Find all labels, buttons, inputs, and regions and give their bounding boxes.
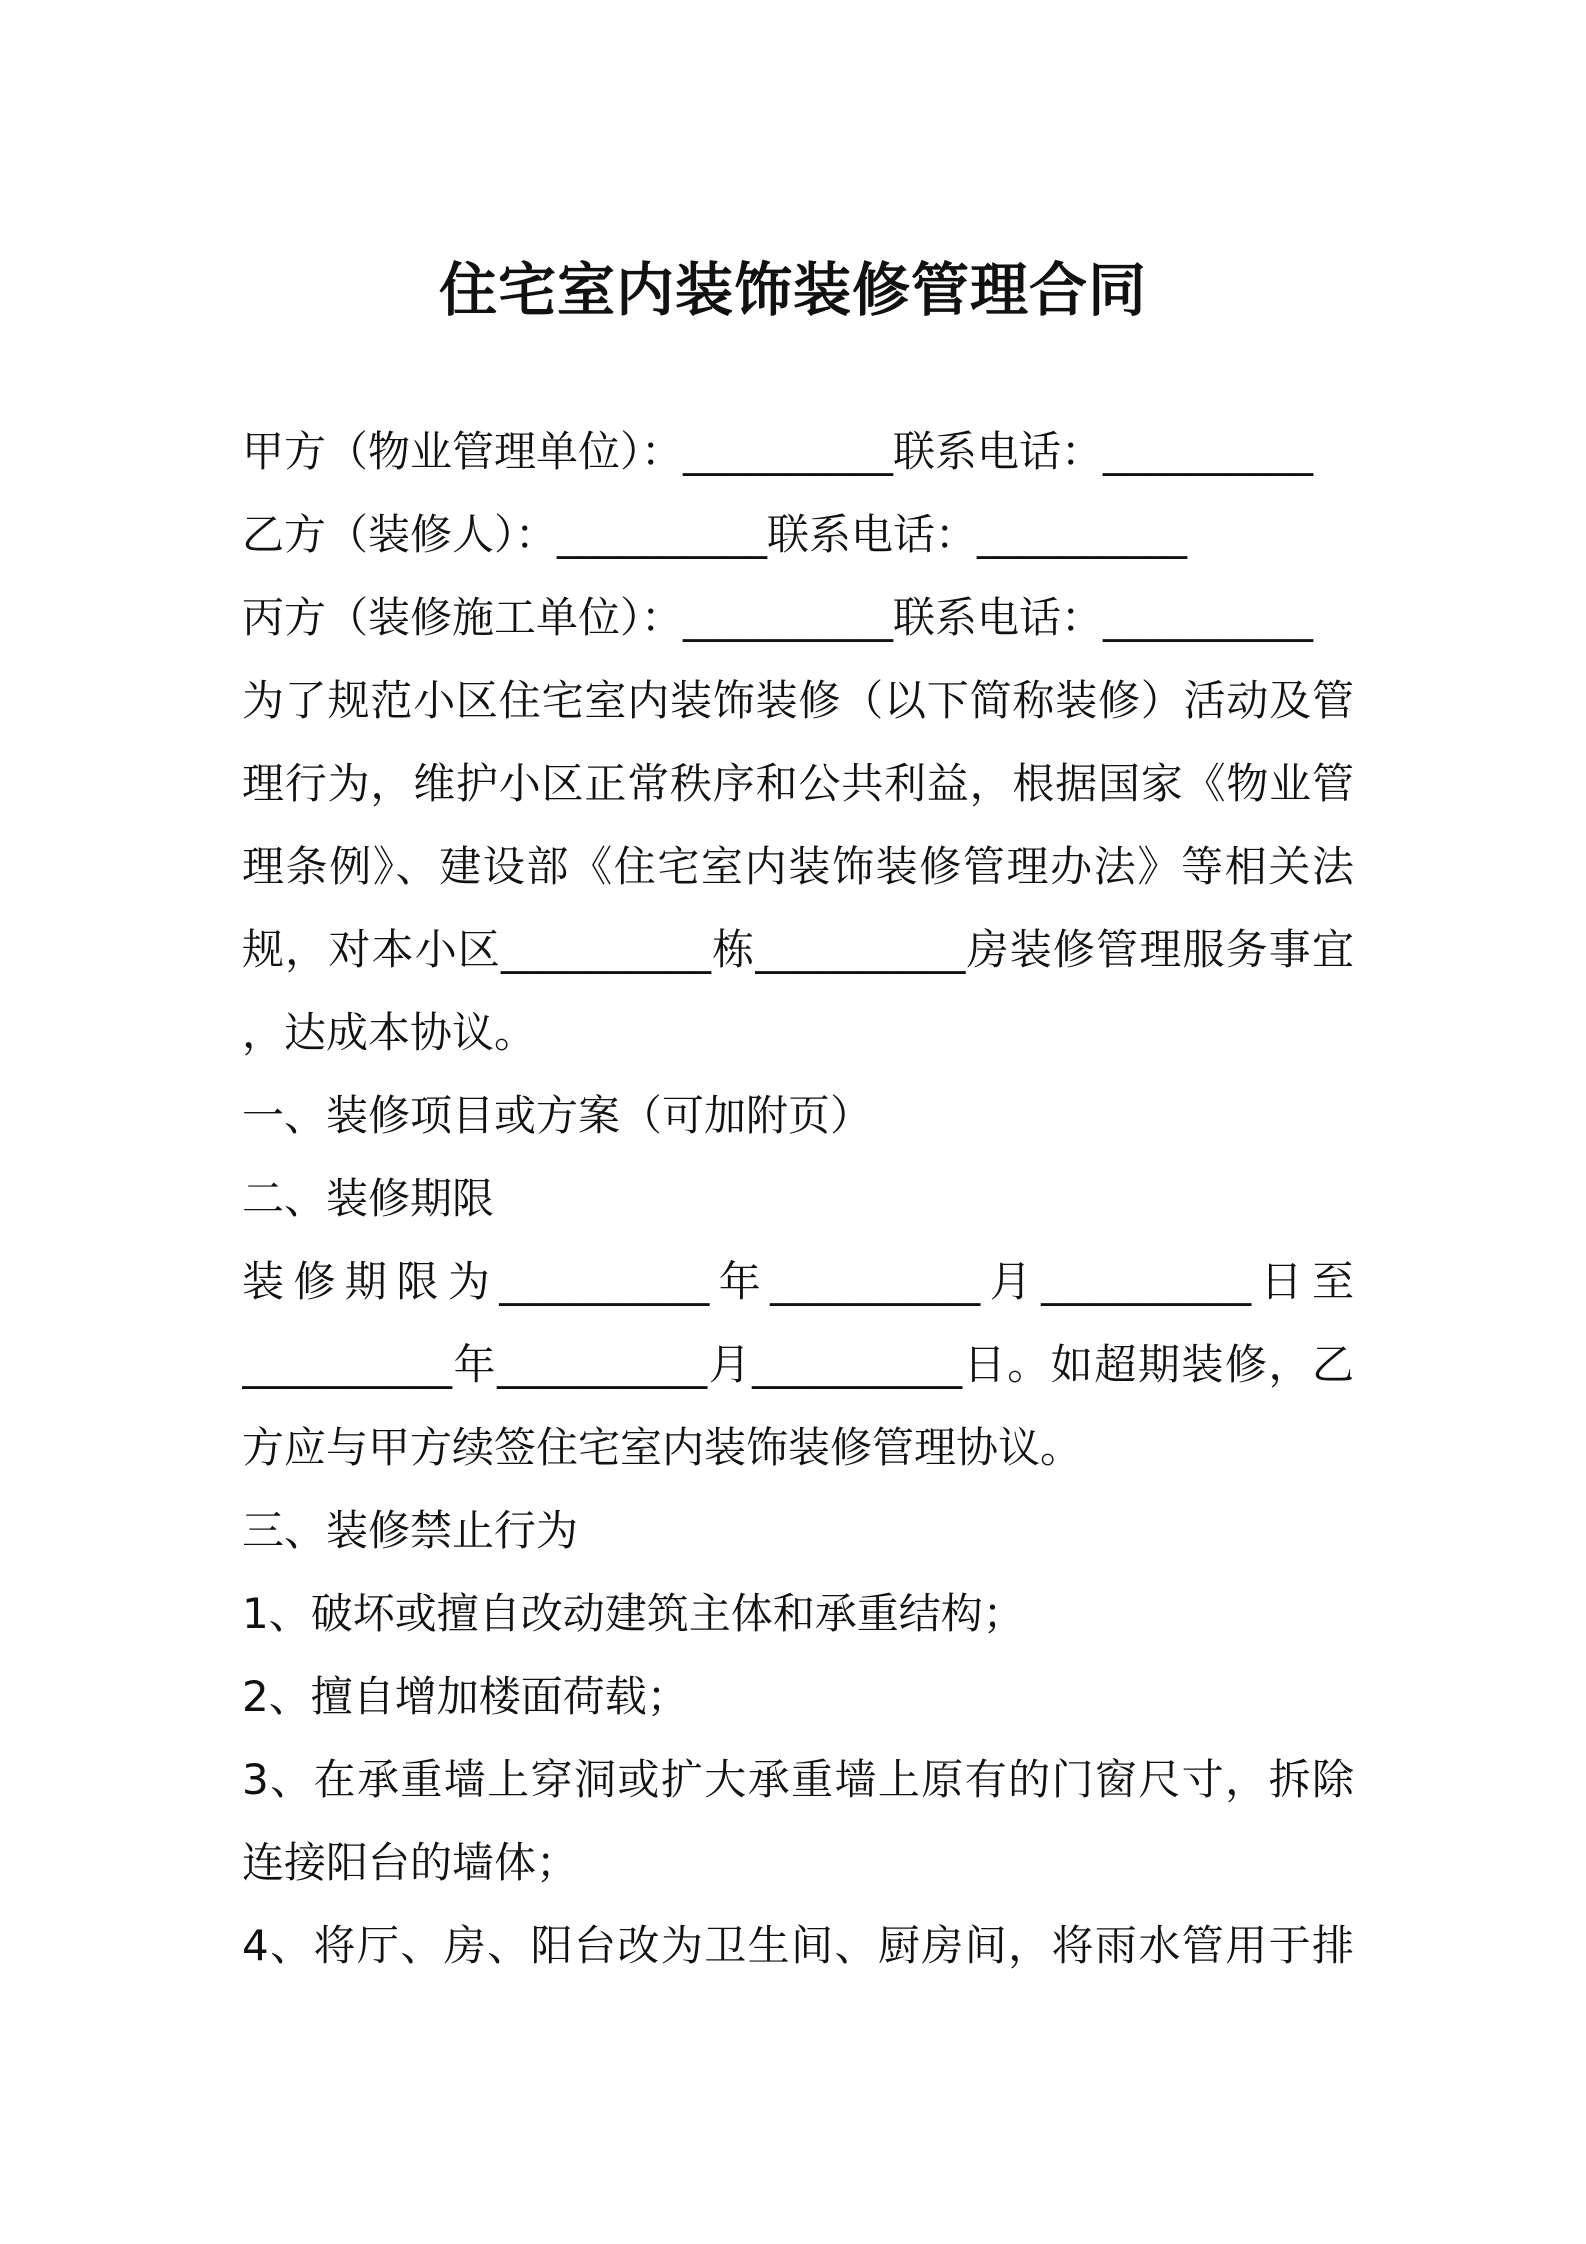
intro-paragraph-line: 规，对本小区__________栋__________房装修管理服务事宜 bbox=[242, 925, 1354, 974]
intro-paragraph-line: 理条例》、建设部《住宅室内装饰装修管理办法》等相关法 bbox=[242, 842, 1354, 891]
period-paragraph-line: __________年__________月__________日。如超期装修，乙 bbox=[242, 1340, 1354, 1389]
list-item: 连接阳台的墙体； bbox=[242, 1838, 579, 1887]
intro-paragraph-line: 为了规范小区住宅室内装饰装修（以下简称装修）活动及管 bbox=[242, 676, 1354, 725]
document-body bbox=[242, 410, 1354, 1987]
period-paragraph-line: 方应与甲方续签住宅室内装饰装修管理协议。 bbox=[242, 1423, 1083, 1472]
section-heading: 三、装修禁止行为 bbox=[242, 1506, 579, 1555]
period-paragraph-line: 装修期限为__________年__________月__________日至 bbox=[242, 1257, 1354, 1306]
list-item: 4、将厅、房、阳台改为卫生间、厨房间，将雨水管用于排 bbox=[242, 1921, 1354, 1970]
section-heading: 一、装修项目或方案（可加附页） bbox=[242, 1091, 873, 1140]
list-item: 3、在承重墙上穿洞或扩大承重墙上原有的门窗尺寸，拆除 bbox=[242, 1755, 1354, 1804]
party-b-line: 乙方（装修人）：__________联系电话：__________ bbox=[242, 510, 1188, 559]
document-title: 住宅室内装饰装修管理合同 bbox=[438, 256, 1147, 324]
party-c-line: 丙方（装修施工单位）：__________联系电话：__________ bbox=[242, 593, 1314, 642]
list-item: 1、破坏或擅自改动建筑主体和承重结构； bbox=[242, 1589, 1025, 1638]
list-item: 2、擅自增加楼面荷载； bbox=[242, 1672, 689, 1721]
intro-paragraph-line: ，达成本协议。 bbox=[242, 1008, 537, 1057]
intro-paragraph-line: 理行为，维护小区正常秩序和公共利益，根据国家《物业管 bbox=[242, 759, 1354, 808]
party-a-line: 甲方（物业管理单位）：__________联系电话：__________ bbox=[242, 427, 1314, 476]
section-heading: 二、装修期限 bbox=[242, 1174, 495, 1223]
